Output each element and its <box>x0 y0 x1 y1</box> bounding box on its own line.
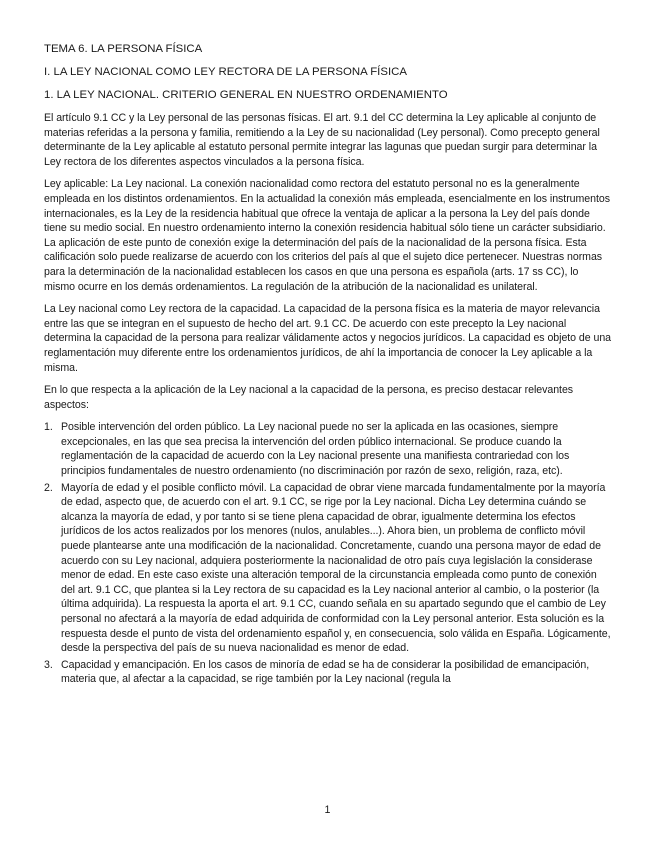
list-item-number: 3. <box>44 658 53 671</box>
paragraph-aspectos-intro: En lo que respecta a la aplicación de la Ley nacional a la capacidad de la persona, es preciso destacar relevantes aspectos: <box>44 384 574 411</box>
list-item-text: Capacidad y emancipación. En los casos de minoría de edad se ha de considerar la posibilidad de emancipación, materia que, al afectar a la capacidad, se rige también por la Ley nacional (regula la <box>61 658 590 686</box>
list-item-number: 1. <box>44 421 53 434</box>
paragraph-ley-aplicable: Ley aplicable: La Ley nacional. La conexión nacionalidad como rectora del estatuto personal no es la generalmente empleada en los distintos ordenamientos. En la actualidad la conexión más empleada, esencialmente en los instrumentos internacionales, es la Ley de la residencia habitual que ofrece la ventaja de aplicar a la persona la Ley del país donde tiene su medio social. En nuestro ordenamiento interno la conexión residencia habitual sólo tiene un carácter subsidiario. La aplicación de este punto de conexión exige la determinación del país de la nacionalidad de la persona física. Esta calificación solo puede realizarse de acuerdo con los criterios del país al que el sujeto dice pertenecer. Nuestras normas para la determinación de la nacionalidad establecen los casos en que una persona es española (arts. 17 ss CC), lo mismo ocurre en los demás ordenamientos. La regulación de la atribución de la nacionalidad es unilateral. <box>44 178 610 293</box>
aspects-list <box>44 420 611 687</box>
paragraph-ley-personal: El artículo 9.1 CC y la Ley personal de las personas físicas. El art. 9.1 del CC determina la Ley aplicable al conjunto de materias referidas a la persona y familia, remitiendo a la Ley de su nacionalidad (Ley personal). Como precepto general determinante de la Ley aplicable al estatuto personal permite integrar las lagunas que puedan surgir para determinar la Ley rectora de los diferentes aspectos vinculados a la persona física. <box>44 112 600 168</box>
list-item <box>44 658 611 687</box>
list-item-number: 2. <box>44 481 53 494</box>
list-item <box>44 481 611 656</box>
page-number: 1 <box>324 804 331 816</box>
section-heading: I. LA LEY NACIONAL COMO LEY RECTORA DE LA PERSONA FÍSICA <box>44 66 407 78</box>
subsection-heading: 1. LA LEY NACIONAL. CRITERIO GENERAL EN NUESTRO ORDENAMIENTO <box>44 89 448 101</box>
document-title: TEMA 6. LA PERSONA FÍSICA <box>44 43 203 55</box>
list-item-text: Mayoría de edad y el posible conflicto móvil. La capacidad de obrar viene marcada fundamentalmente por la mayoría de edad, aspecto que, de acuerdo con el art. 9.1 CC, se rige por la Ley nacional. Dicha Ley determina cuándo se alcanza la mayoría de edad, y por tanto si se tiene plena capacidad de obrar, igualmente determina los efectos jurídicos de los actos realizados por los menores (nulos, anulables...). Ahora bien, un problema de conflicto móvil puede plantearse ante una modificación de la nacionalidad. Concretamente, cuando una persona mayor de edad de acuerdo con su Ley nacional, adquiera posteriormente la nacionalidad de otro país cuya legislación la considerase menor de edad. En este caso existe una alteración temporal de la circunstancia empleada como punto de conexión del art. 9.1 CC, que plantea si la Ley rectora de su capacidad es la Ley nacional anterior al cambio, o la posterior (la última adquirida). La respuesta la aporta el art. 9.1 CC, cuando señala en su apartado segundo que el cambio de Ley personal no afectará a la mayoría de edad adquirida de conformidad con la Ley personal anterior. Esta solución es la respuesta desde el punto de vista del ordenamiento español y, en consecuencia, solo válida en España. Lógicamente, desde la perspectiva del país de su nueva nacionalidad es menor de edad. <box>61 481 611 655</box>
list-item-text: Posible intervención del orden público. La Ley nacional puede no ser la aplicada en las ocasiones, siempre excepcionales, en las que sea precisa la intervención del orden público internacional. Se produce cuando la reglamentación de la capacidad de acuerdo con la Ley nacional presente una manifiesta contrariedad con los principios fundamentales de nuestro ordenamiento (no discriminación por razón de sexo, religión, raza, etc). <box>61 421 570 478</box>
paragraph-capacidad: La Ley nacional como Ley rectora de la capacidad. La capacidad de la persona física es la materia de mayor relevancia entre las que se integran en el supuesto de hecho del art. 9.1 CC. De acuerdo con este precepto la Ley nacional determina la capacidad de la persona para realizar válidamente actos y negocios jurídicos. La capacidad es objeto de una reglamentación muy diferente entre los ordenamientos jurídicos, de ahí la importancia de conocer la Ley aplicable a la misma. <box>44 303 612 374</box>
list-item <box>44 420 611 478</box>
